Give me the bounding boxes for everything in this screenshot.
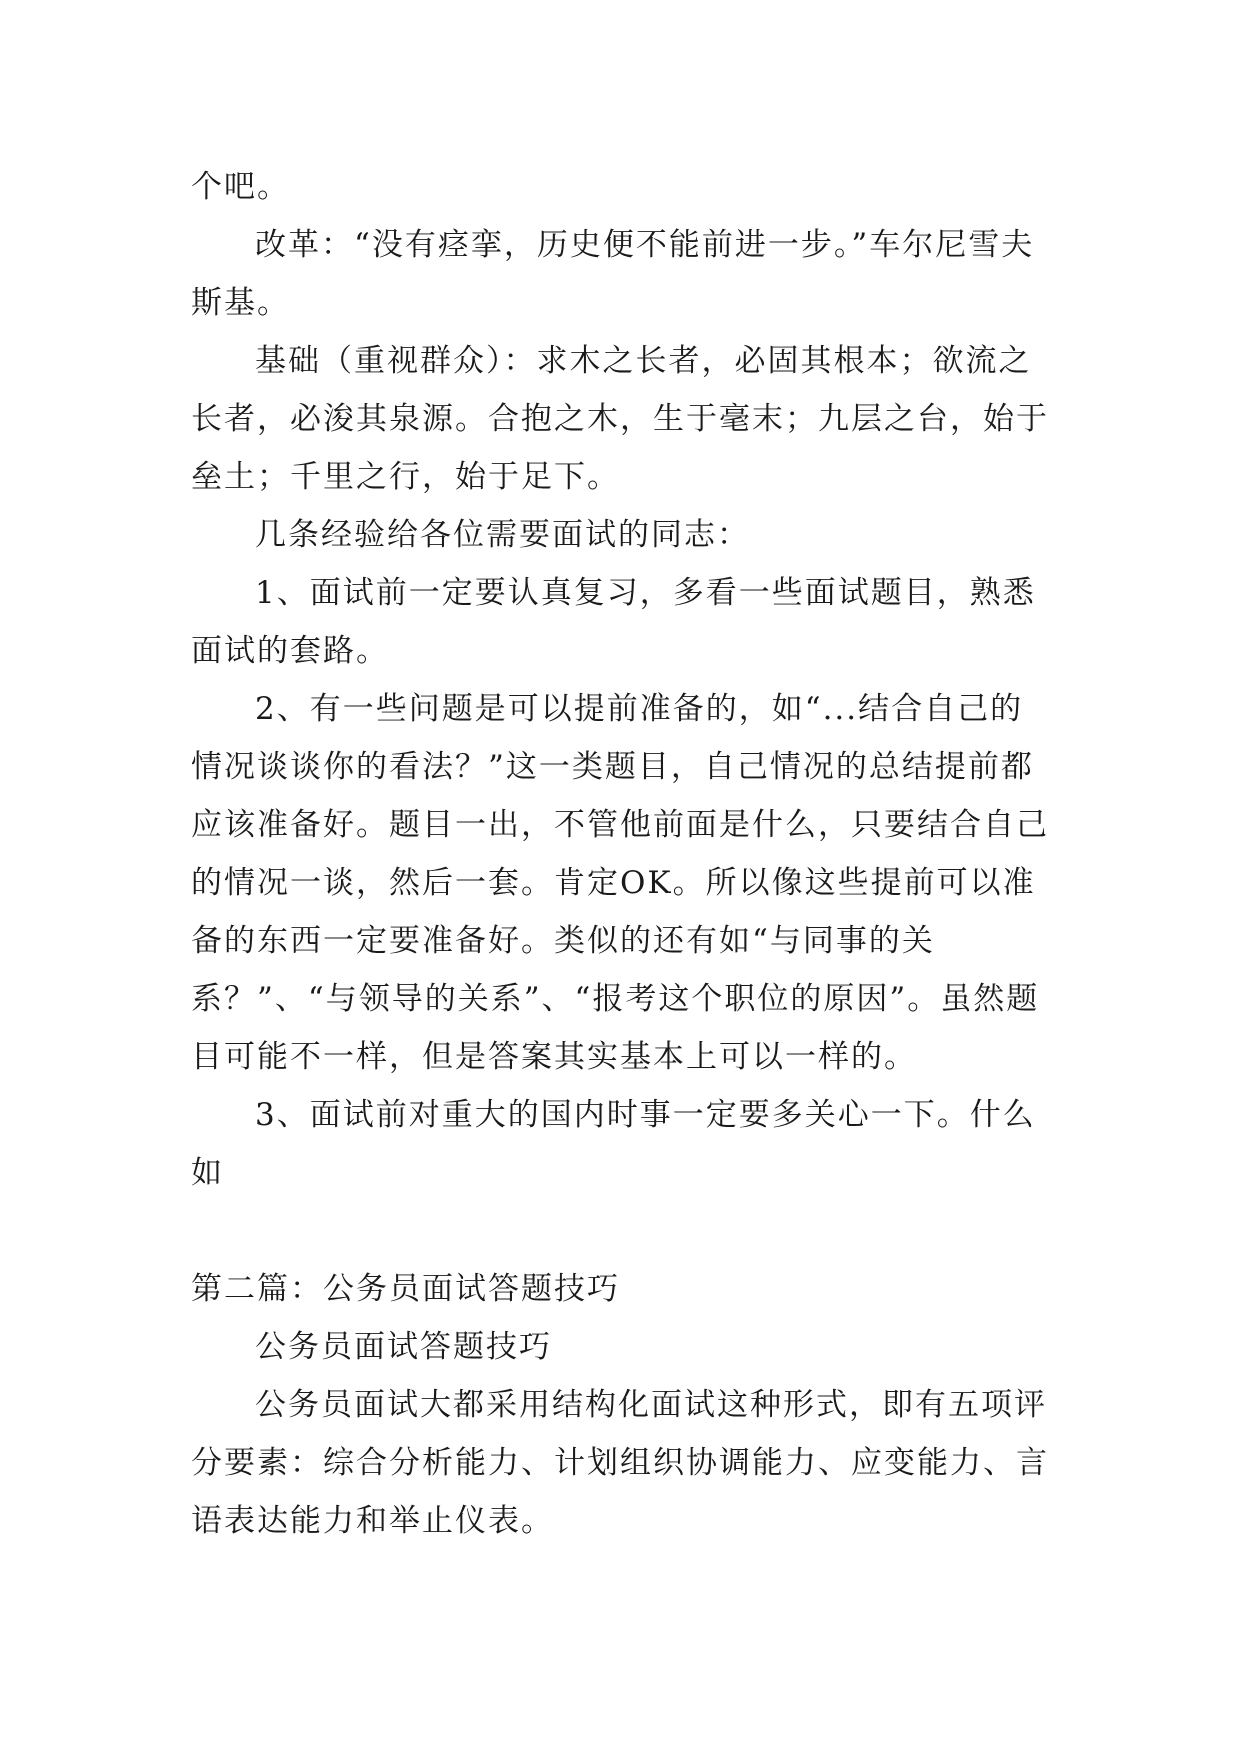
paragraph: 2、有一些问题是可以提前准备的，如“...结合自己的情况谈谈你的看法？”这一类题目，自己情况的总结提前都应该准备好。题目一出，不管他前面是什么，只要结合自己的情况一谈，然后一套。肯定OK。所以像这些提前可以准备的东西一定要准备好。类似的还有如“与同事的关系？”、“与领导的关系”、“报考这个职位的原因”。虽然题目可能不一样，但是答案其实基本上可以一样的。: [191, 691, 1049, 1075]
document-body: [191, 158, 1051, 1550]
paragraph: 3、面试前对重大的国内时事一定要多关心一下。什么如: [191, 1097, 1036, 1191]
paragraph: 基础（重视群众）：求木之长者，必固其根本；欲流之长者，必浚其泉源。合抱之木，生于毫末；九层之台，始于垒土；千里之行，始于足下。: [191, 343, 1049, 495]
paragraph: 几条经验给各位需要面试的同志：: [255, 517, 750, 553]
paragraph: 个吧。: [191, 169, 290, 205]
paragraph-gap: [191, 1202, 1051, 1260]
section-heading: 第二篇：公务员面试答题技巧: [191, 1271, 620, 1307]
paragraph: 公务员面试大都采用结构化面试这种形式，即有五项评分要素：综合分析能力、计划组织协调能力、应变能力、言语表达能力和举止仪表。: [191, 1387, 1049, 1539]
paragraph: 改革：“没有痉挛，历史便不能前进一步。”车尔尼雪夫斯基。: [191, 227, 1035, 321]
section-title-paragraph: 公务员面试答题技巧: [255, 1329, 552, 1365]
paragraph: 1、面试前一定要认真复习，多看一些面试题目，熟悉面试的套路。: [191, 575, 1036, 669]
